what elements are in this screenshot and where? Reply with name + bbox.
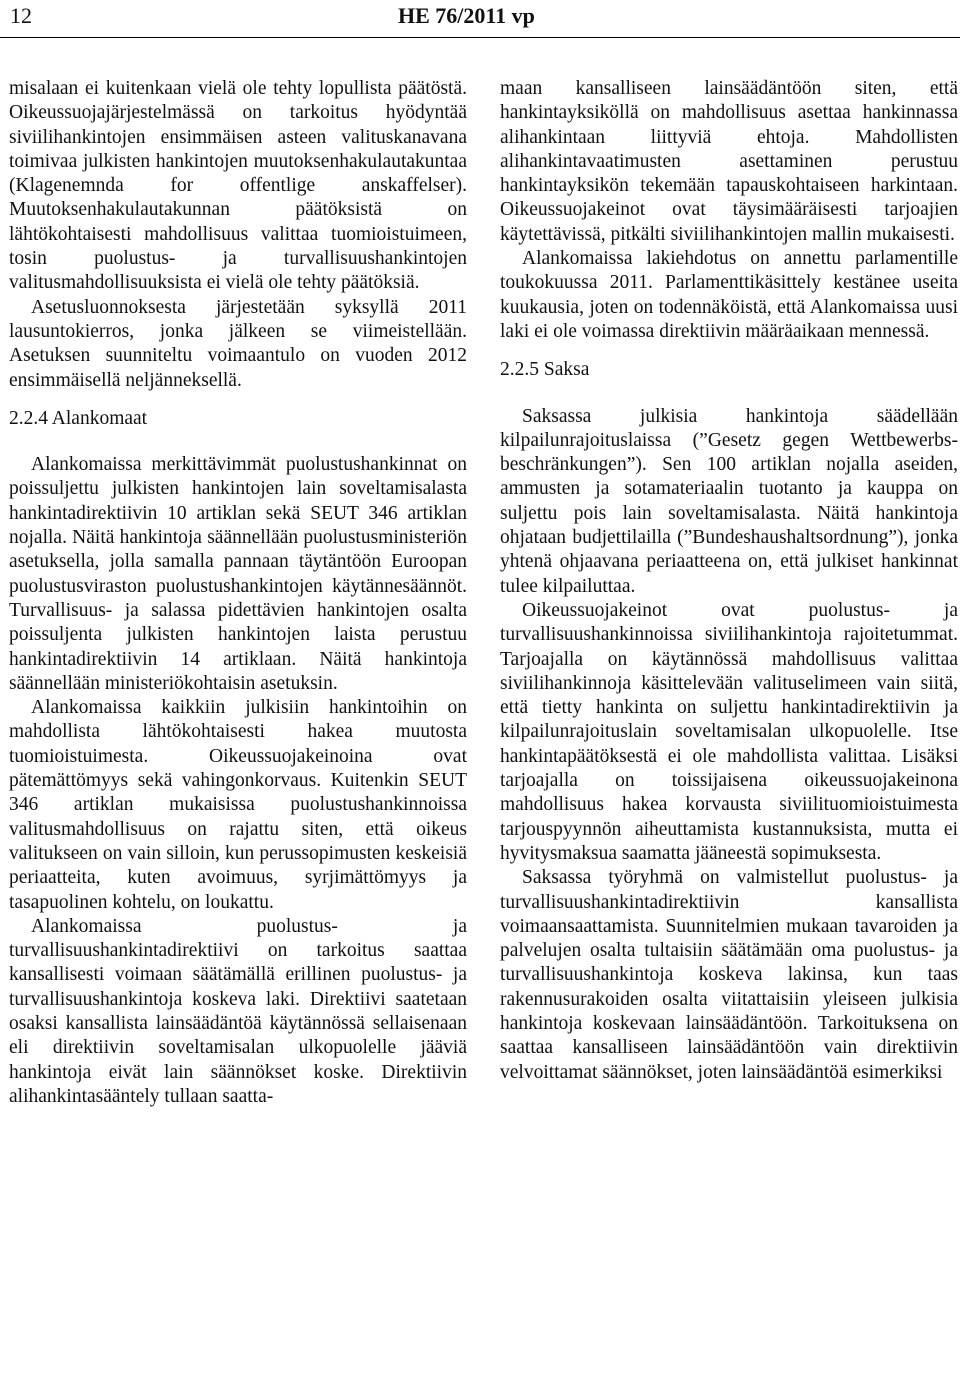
paragraph: Alankomaissa merkittävimmät puolustushankinnat on poissuljettu julkisten hankintojen lain soveltamisalasta hankintadirektiivin 10 artiklan sekä SEUT 346 artiklan nojalla. Näitä hankintoja säännellään puolustusministeriön asetuksella, jolla samalla pannaan täytäntöön Euroopan puolustusviraston puolustushankintojen käytännesäännöt. Turvallisuus- ja salassa pidettävien hankintojen osalta poissuljenta julkisten hankintojen laista perustuu hankintadirektiivin 14 artiklaan. Näitä hankintoja säännellään ministeriökohtaisin asetuksin.: [9, 454, 467, 694]
spacer: [9, 393, 467, 407]
left-column: [9, 77, 467, 1109]
section-heading: 2.2.5 Saksa: [500, 359, 590, 381]
paragraph: Oikeussuojakeinot ovat puolustus- ja turvallisuushankinnoissa siviilihankintoja rajoitetummat. Tarjoajalla on käytännössä mahdollisuus valittaa siviilihankinnoja käsittelevään valituselimeen vain siitä, että tietty hankinta on suljettu hankintadirektiivin ja kilpailunrajoituslain soveltamisalan ulkopuolelle. Itse hankintapäätöksestä ei ole mahdollista valittaa. Lisäksi tarjoajalla on toissijaisena oikeussuojakeinona mahdollisuus hakea korvausta siviilituomioistuimesta tarjouspyynnön aiheuttamista kustannuksista, mutta ei hyvitysmaksua saamatta jääneestä sopimuksesta.: [500, 599, 958, 864]
paragraph: Alankomaissa puolustus- ja turvallisuushankintadirektiivi on tarkoitus saattaa kansallisesti voimaan säätämällä erillinen puolustus- ja turvallisuushankintoja koskeva laki. Direktiivi saatetaan osaksi kansallista lainsäädäntöä käytännössä sellaisenaan eli direktiivin soveltamisalan ulkopuolelle jääviä hankintoja eivät lain säännökset koske. Direktiivin alihankintasääntely tullaan saatta-: [9, 915, 467, 1107]
section-heading: 2.2.4 Alankomaat: [9, 407, 148, 429]
paragraph: maan kansalliseen lainsäädäntöön siten, että hankintayksiköllä on mahdollisuus asettaa hankinnassa alihankintaan liittyviä ehtoja. Mahdollisten alihankintavaatimusten asettaminen perustuu hankintayksikön tekemään tapauskohtaiseen harkintaan. Oikeussuojakeinot ovat täysimääräisesti tarjoajien käytettävissä, pitkälti siviilihankintojen mallin mukaisesti.: [500, 78, 958, 245]
paragraph: Saksassa julkisia hankintoja säädellään kilpailunrajoituslaissa (”Gesetz gegen Wettbewerbs-beschränkungen”). Sen 100 artiklan nojalla aseiden, ammusten ja sotamateriaalin tuotanto ja kauppa on suljettu pois lain soveltamisalasta. Näitä hankintoja ohjataan budjettilailla (”Bundeshaushaltsordnung”), jonka yhtenä ohjaavana periaatteena on, että julkiset hankinnat tulee kilpailuttaa.: [500, 405, 958, 597]
header-rule: [0, 37, 960, 38]
paragraph: Alankomaissa lakiehdotus on annettu parlamentille toukokuussa 2011. Parlamenttikäsittely kestänee useita kuukausia, joten on todennäköistä, että Alankomaissa uusi laki ei ole voimassa direktiivin määräaikaan mennessä.: [500, 248, 958, 342]
paragraph: misalaan ei kuitenkaan vielä ole tehty lopullista päätöstä. Oikeussuojajärjestelmässä on tarkoitus hyödyntää siviilihankintojen ensimmäisen asteen valituskanavana toimivaa julkisten hankintojen muutoksenhakulautakuntaa (Klagenemnda for offentlige anskaffelser). Muutoksenhakulautakunnan päätöksistä on lähtökohtaisesti mahdollisuus valittaa tuomioistuimeen, tosin puolustus- ja turvallisuushankintojen valitusmahdollisuuksista ei vielä ole tehty päätöksiä.: [9, 78, 467, 294]
spacer: [500, 344, 958, 358]
paragraph: Asetusluonnoksesta järjestetään syksyllä 2011 lausuntokierros, jonka jälkeen se viimeistellään. Asetuksen suunniteltu voimaantulo on vuoden 2012 ensimmäisellä neljänneksellä.: [9, 296, 467, 391]
paragraph: Alankomaissa kaikkiin julkisiin hankintoihin on mahdollista lähtökohtaisesti hakea muutosta tuomioistuimesta. Oikeussuojakeinoina ovat pätemättömyys sekä vahingonkorvaus. Kuitenkin SEUT 346 artiklan mukaisissa puolustushankinnoissa valitusmahdollisuus on rajattu siten, että oikeus valitukseen on vain silloin, kun perussopimusten keskeisiä periaatteita, kuten avoimuus, syrjimättömyys ja tasapuolinen kohtelu, on loukattu.: [9, 697, 467, 913]
page-number: 12: [10, 3, 32, 28]
right-column: [500, 77, 958, 1085]
spacer: [9, 431, 467, 453]
document-id: HE 76/2011 vp: [398, 3, 535, 28]
spacer: [500, 383, 958, 405]
page-header: [0, 0, 960, 48]
paragraph: Saksassa työryhmä on valmistellut puolustus- ja turvallisuushankintadirektiivin kansallista voimaansaattamista. Suunnitelmien mukaan tavaroiden ja palvelujen osalta tultaisiin säätämään oma puolustus- ja turvallisuushankintoja koskeva lakinsa, kun taas rakennusurakoiden osalta viitattaisiin yleiseen julkisia hankintoja koskevaan lainsäädäntöön. Tarkoituksena on saattaa kansalliseen lainsäädäntöön vain direktiivin velvoittamat säännökset, joten lainsäädäntöä esimerkiksi: [500, 867, 958, 1083]
